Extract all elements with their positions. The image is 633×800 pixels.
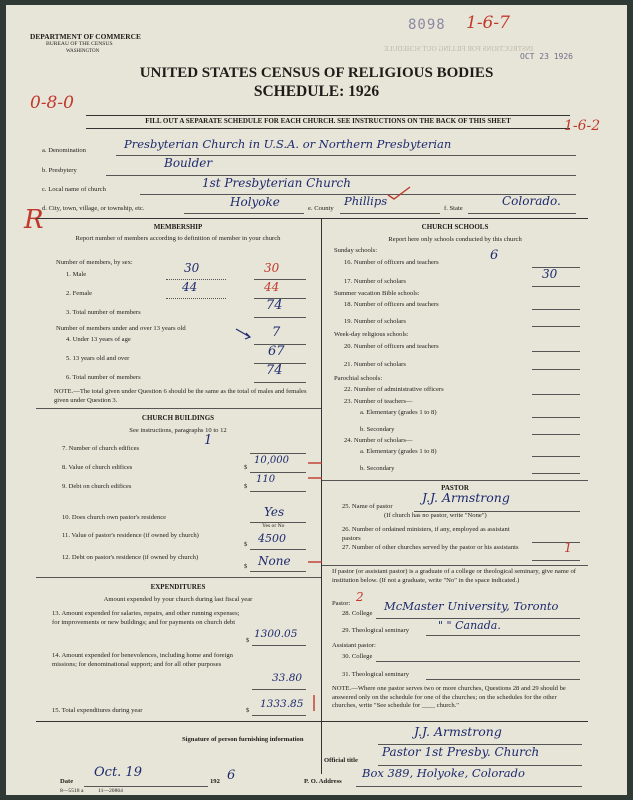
received-date-stamp: OCT 23 1926 xyxy=(520,52,573,61)
city-town-value: Holyoke xyxy=(230,195,280,209)
local-name-label: c. Local name of church xyxy=(42,186,106,193)
presbytery-label: b. Presbytery xyxy=(42,167,77,174)
schools-intro: Report here only schools conducted by this church xyxy=(388,236,522,243)
membership-heading: MEMBERSHIP xyxy=(153,223,203,231)
q6-value: 74 xyxy=(266,363,283,378)
city-label: WASHINGTON xyxy=(66,49,100,54)
form-subtitle: SCHEDULE: 1926 xyxy=(253,83,380,100)
red-tick-q15-icon xyxy=(306,693,322,713)
q29-value: " " Canada. xyxy=(438,619,501,632)
q6-line xyxy=(254,382,306,383)
schools-heading: CHURCH SCHOOLS xyxy=(421,223,489,231)
buildings-rule xyxy=(36,408,321,409)
expenditures-heading: EXPENDITURES xyxy=(150,583,206,591)
q17-value: 30 xyxy=(542,267,558,281)
q13-label: 13. Amount expended for salaries, repairs, and other running expenses; for improvements or new buildings; and for payments on church debt xyxy=(52,610,240,627)
q30-label: 30. College xyxy=(342,653,373,660)
date-line xyxy=(84,786,208,787)
q12-label: 12. Debt on pastor's residence (if owned by church) xyxy=(62,554,199,561)
instruction-bottom-rule xyxy=(86,128,570,129)
q2-red-value: 44 xyxy=(264,280,280,294)
red-tick-q8-icon xyxy=(306,457,324,471)
q8-dollar: $ xyxy=(244,464,248,471)
denomination-value: Presbyterian Church in U.S.A. or Northern Presbyterian xyxy=(124,137,452,151)
q20-label: 20. Number of officers and teachers xyxy=(344,343,439,350)
q7-value: 1 xyxy=(204,433,213,448)
q10-hint: Yes or No xyxy=(262,523,285,529)
q12-dollar: $ xyxy=(244,563,248,570)
q3-value: 74 xyxy=(266,298,283,313)
q15-line xyxy=(252,715,306,716)
buildings-sub: See instructions, paragraphs 10 to 12 xyxy=(129,427,227,434)
membership-note: NOTE.—The total given under Question 6 should be the same as the total of males and females given under Question 3. xyxy=(54,388,307,404)
q26-label: 26. Number of ordained ministers, if any, employed as assistant pastors xyxy=(342,526,510,542)
po-address-label: P. O. Address xyxy=(304,778,342,785)
q31-line xyxy=(426,679,580,680)
q27-line xyxy=(532,560,580,561)
q13-value: 1300.05 xyxy=(254,628,298,640)
q28-value: McMaster University, Toronto xyxy=(384,599,559,613)
q2-label: 2. Female xyxy=(66,290,93,297)
form-number: 8098 xyxy=(408,17,446,33)
membership-intro: Report number of members according to definition of member in your church xyxy=(75,235,281,242)
pastor-rule xyxy=(322,480,588,481)
form-code-2: 11—20864 xyxy=(98,788,123,794)
q30-line xyxy=(376,661,580,662)
q23b-line xyxy=(532,434,580,435)
red-code-stamp: 1-6-7 xyxy=(466,13,510,33)
official-title-value: Pastor 1st Presby. Church xyxy=(382,745,540,759)
department-label: DEPARTMENT OF COMMERCE xyxy=(30,32,141,41)
red-r-mark: R xyxy=(24,205,44,235)
city-town-label: d. City, town, village, or township, etc. xyxy=(42,205,145,212)
q8-value: 10,000 xyxy=(254,455,289,466)
signature-label: Signature of person furnishing information xyxy=(182,736,304,743)
table-bottom-rule xyxy=(36,721,588,722)
by-sex-label: Number of members, by sex: xyxy=(56,259,133,266)
q20-line xyxy=(532,351,580,352)
q23-label: 23. Number of teachers— xyxy=(344,398,413,405)
q14-line xyxy=(252,689,306,690)
q24b-line xyxy=(532,473,580,474)
q19-label: 19. Number of scholars xyxy=(344,318,406,325)
state-line xyxy=(468,213,576,214)
q3-label: 3. Total number of members xyxy=(66,309,141,316)
q25-hint: (If church has no pastor, write "None") xyxy=(384,512,487,519)
q1-total-line xyxy=(254,279,306,280)
q18-label: 18. Number of officers and teachers xyxy=(344,301,439,308)
q2-line xyxy=(166,298,226,299)
q23a-label: a. Elementary (grades 1 to 8) xyxy=(360,409,437,416)
denomination-label: a. Denomination xyxy=(42,147,86,154)
q21-label: 21. Number of scholars xyxy=(344,361,406,368)
q14-value: 33.80 xyxy=(272,672,303,684)
q15-label: 15. Total expenditures during year xyxy=(52,707,143,714)
year-prefix: 192 xyxy=(210,778,220,785)
q11-value: 4500 xyxy=(258,532,286,545)
city-town-line xyxy=(184,213,304,214)
q12-value: None xyxy=(258,554,291,568)
buildings-heading: CHURCH BUILDINGS xyxy=(141,414,215,422)
instruction-top-rule xyxy=(86,115,570,116)
q5-label: 5. 13 years old and over xyxy=(66,355,130,362)
graduate-note: If pastor (or assistant pastor) is a graduate of a college or theological seminary, give name of institution below. (If not a graduate, write "No" in the space indicated.) xyxy=(332,568,577,584)
red-check-mark-icon xyxy=(386,185,412,201)
column-divider xyxy=(321,219,322,774)
red-left-code: 0-8-0 xyxy=(30,93,74,113)
census-schedule-sheet xyxy=(6,5,627,795)
parochial-label: Parochial schools: xyxy=(334,375,383,382)
date-value: Oct. 19 xyxy=(94,765,142,780)
q24b-label: b. Secondary xyxy=(360,465,395,472)
presbytery-value: Boulder xyxy=(164,156,213,170)
instruction-banner: FILL OUT A SEPARATE SCHEDULE FOR EACH CHURCH. SEE INSTRUCTIONS ON THE BACK OF THIS SHEET xyxy=(145,117,511,125)
q24-label: 24. Number of scholars— xyxy=(344,437,413,444)
state-label: f. State xyxy=(444,205,463,212)
date-label: Date xyxy=(60,778,74,785)
q13-line xyxy=(252,645,306,646)
q9-label: 9. Debt on church edifices xyxy=(62,483,132,490)
q7-label: 7. Number of church edifices xyxy=(62,445,140,452)
q8-line xyxy=(250,472,306,473)
q11-line xyxy=(250,549,306,550)
graduate-rule xyxy=(322,565,588,566)
q23b-label: b. Secondary xyxy=(360,426,395,433)
red-right-code: 1-6-2 xyxy=(564,118,601,134)
expenditures-rule xyxy=(36,577,321,578)
table-top-rule xyxy=(36,218,588,219)
q15-dollar: $ xyxy=(246,707,250,714)
q16-value: 6 xyxy=(490,248,499,263)
form-title: UNITED STATES CENSUS OF RELIGIOUS BODIES xyxy=(139,65,494,81)
q26-line xyxy=(532,542,580,543)
q28-label: 28. College xyxy=(342,610,373,617)
q9-dollar: $ xyxy=(244,483,248,490)
sunday-label: Sunday schools: xyxy=(334,247,378,254)
q24a-label: a. Elementary (grades 1 to 8) xyxy=(360,448,437,455)
q22-line xyxy=(532,394,580,395)
q13-dollar: $ xyxy=(246,637,250,644)
signature-value: J.J. Armstrong xyxy=(414,724,502,739)
summer-label: Summer vacation Bible schools: xyxy=(334,290,420,297)
q4-value: 7 xyxy=(272,325,281,340)
q27-value: 1 xyxy=(564,541,573,556)
pastor-note: NOTE.—Where one pastor serves two or more churches, Questions 28 and 29 should be answered only on the schedule for one of the churches; on the schedules for the other churches, write "See schedule for ____ church." xyxy=(332,685,566,710)
county-label: e. County xyxy=(308,205,334,212)
form-code: 8—5518 a xyxy=(60,788,84,794)
q29-label: 29. Theological seminary xyxy=(342,627,410,634)
official-title-label: Official title xyxy=(324,757,358,764)
q17-line xyxy=(532,286,580,287)
expenditures-sub: Amount expended by your church during last fiscal year xyxy=(103,596,253,603)
q11-dollar: $ xyxy=(244,541,248,548)
q15-value: 1333.85 xyxy=(260,698,304,710)
q25-value: J.J. Armstrong xyxy=(422,490,510,505)
q19-line xyxy=(532,326,580,327)
assistant-label: Assistant pastor: xyxy=(332,642,376,649)
q29-line xyxy=(426,635,580,636)
q31-label: 31. Theological seminary xyxy=(342,671,410,678)
q12-line xyxy=(250,571,306,572)
po-address-value: Box 389, Holyoke, Colorado xyxy=(362,766,525,780)
pastor-sublabel: Pastor: xyxy=(332,600,351,607)
q9-value: 110 xyxy=(256,474,276,485)
local-name-value: 1st Presbyterian Church xyxy=(202,176,351,190)
q21-line xyxy=(532,369,580,370)
red-tick-q9-icon xyxy=(306,473,324,485)
q3-line xyxy=(254,317,306,318)
q18-line xyxy=(532,309,580,310)
weekday-label: Week-day religious schools: xyxy=(334,331,409,338)
blue-arrow-icon xyxy=(234,327,254,341)
q1-label: 1. Male xyxy=(66,271,87,278)
q9-line xyxy=(250,491,306,492)
year-suffix: 6 xyxy=(227,768,236,783)
q17-label: 17. Number of scholars xyxy=(344,278,406,285)
q1-red-value: 30 xyxy=(264,261,280,275)
pastor-heading: PASTOR xyxy=(441,484,469,492)
county-line xyxy=(340,213,440,214)
q27-label: 27. Number of other churches served by the pastor or his assistants xyxy=(342,544,519,551)
q23a-line xyxy=(532,417,580,418)
q10-label: 10. Does church own pastor's residence xyxy=(62,514,167,521)
q10-value: Yes xyxy=(264,505,285,519)
q6-label: 6. Total number of members xyxy=(66,374,141,381)
q14-label: 14. Amount expended for benevolences, including home and foreign missions; for denominational support; and for all other purposes xyxy=(52,652,233,669)
red-tick-q12-icon xyxy=(306,557,324,569)
county-value: Phillips xyxy=(344,194,388,208)
q2-value: 44 xyxy=(182,280,198,294)
q1-value: 30 xyxy=(184,261,200,275)
q7-line xyxy=(250,453,306,454)
bleed-through-text: INSTRUCTIONS FOR FILLING OUT SCHEDULE xyxy=(384,45,534,53)
state-value: Colorado. xyxy=(502,194,561,208)
q8-label: 8. Value of church edifices xyxy=(62,464,133,471)
age-label: Number of members under and over 13 years old xyxy=(56,325,186,332)
q11-label: 11. Value of pastor's residence (if owned by church) xyxy=(62,532,199,539)
q22-label: 22. Number of administrative officers xyxy=(344,386,444,393)
q16-label: 16. Number of officers and teachers xyxy=(344,259,439,266)
q24a-line xyxy=(532,456,580,457)
q5-value: 67 xyxy=(268,344,285,359)
bureau-label: BUREAU OF THE CENSUS xyxy=(46,41,113,47)
po-address-line xyxy=(356,786,582,787)
q4-label: 4. Under 13 years of age xyxy=(66,336,131,343)
q25-label: 25. Name of pastor xyxy=(342,503,393,510)
pastor-red-tick: 2 xyxy=(356,590,364,604)
